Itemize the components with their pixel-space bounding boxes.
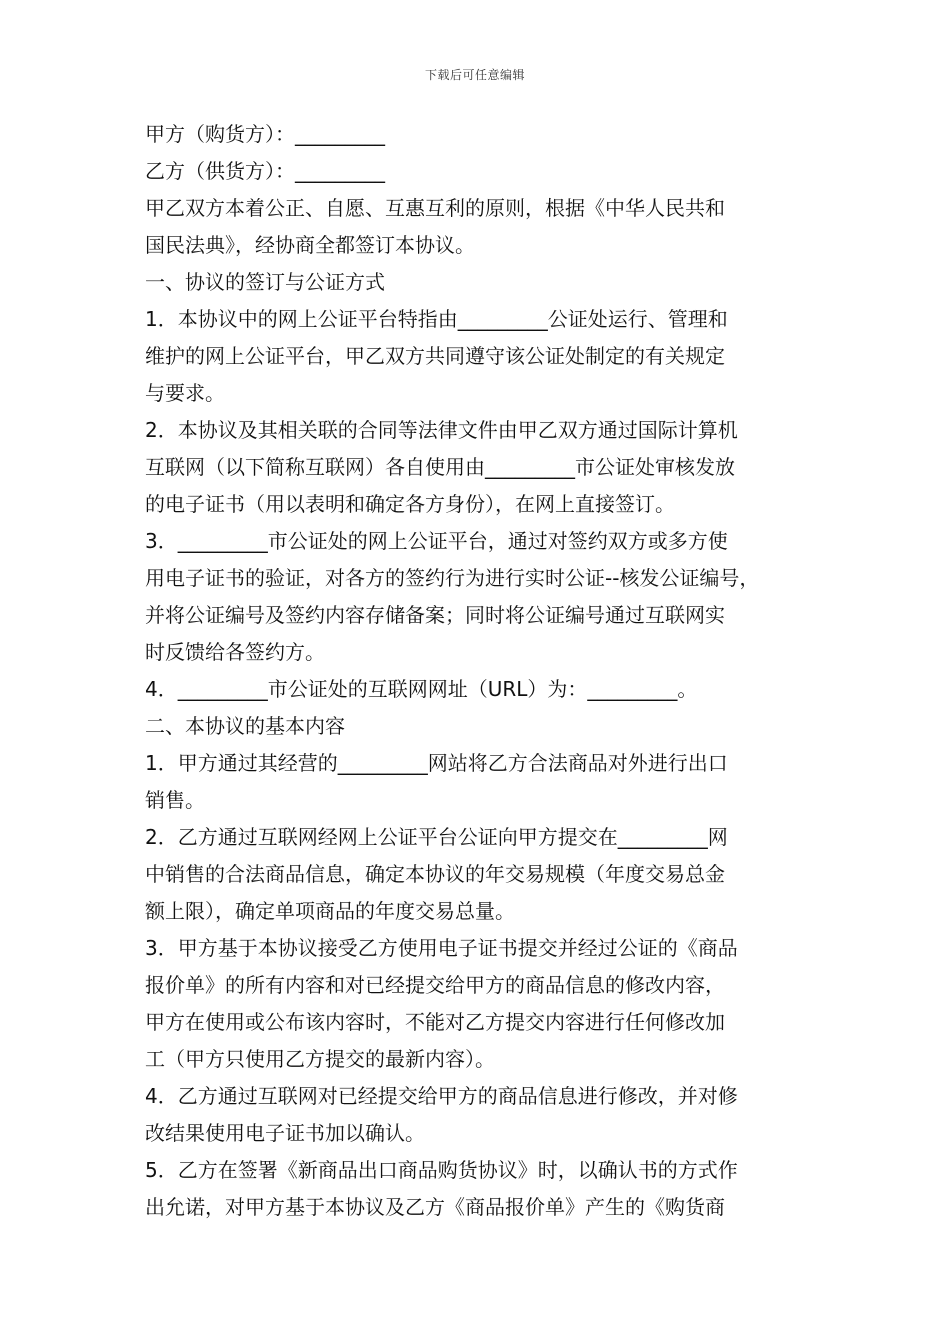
text-line: 1．甲方通过其经营的_________网站将乙方合法商品对外进行出口 [145, 751, 728, 775]
text-line: 报价单》的所有内容和对已经提交给甲方的商品信息的修改内容， [145, 973, 725, 997]
text-line: 的电子证书（用以表明和确定各方身份），在网上直接签订。 [145, 492, 675, 516]
text-line: 时反馈给各签约方。 [145, 640, 325, 664]
text-line: 并将公证编号及签约内容存储备案；同时将公证编号通过互联网实 [145, 603, 725, 627]
text-line: 2．本协议及其相关联的合同等法律文件由甲乙双方通过国际计算机 [145, 418, 738, 442]
text-line: 1．本协议中的网上公证平台特指由_________公证处运行、管理和 [145, 307, 728, 331]
text-line: 乙方（供货方）：_________ [145, 159, 385, 183]
text-line: 额上限），确定单项商品的年度交易总量。 [145, 899, 515, 923]
text-line: 5．乙方在签署《新商品出口商品购货协议》时，以确认书的方式作 [145, 1158, 738, 1182]
section-heading: 二、本协议的基本内容 [145, 714, 345, 738]
text-line: 3．甲方基于本协议接受乙方使用电子证书提交并经过公证的《商品 [145, 936, 738, 960]
text-line: 维护的网上公证平台，甲乙双方共同遵守该公证处制定的有关规定 [145, 344, 725, 368]
text-line: 改结果使用电子证书加以确认。 [145, 1121, 425, 1145]
text-line: 工（甲方只使用乙方提交的最新内容）。 [145, 1047, 495, 1071]
text-line: 销售。 [145, 788, 205, 812]
text-line: 与要求。 [145, 381, 225, 405]
text-line: 甲乙双方本着公正、自愿、互惠互利的原则，根据《中华人民共和 [145, 196, 725, 220]
section-heading: 一、协议的签订与公证方式 [145, 270, 385, 294]
text-line: 中销售的合法商品信息，确定本协议的年交易规模（年度交易总金 [145, 862, 725, 886]
text-line: 用电子证书的验证，对各方的签约行为进行实时公证--核发公证编号， [145, 566, 760, 590]
text-line: 2．乙方通过互联网经网上公证平台公证向甲方提交在_________网 [145, 825, 728, 849]
page-header: 下载后可任意编辑 [424, 68, 525, 82]
text-line: 国民法典》，经协商全都签订本协议。 [145, 233, 475, 257]
text-line: 甲方（购货方）：_________ [145, 122, 385, 146]
text-line: 甲方在使用或公布该内容时，不能对乙方提交内容进行任何修改加 [145, 1010, 725, 1034]
document-body [145, 116, 813, 1226]
text-line: 互联网（以下简称互联网）各自使用由_________市公证处审核发放 [145, 455, 735, 479]
text-line: 4．乙方通过互联网对已经提交给甲方的商品信息进行修改，并对修 [145, 1084, 738, 1108]
text-line: 3．_________市公证处的网上公证平台，通过对签约双方或多方使 [145, 529, 728, 553]
text-line: 出允诺，对甲方基于本协议及乙方《商品报价单》产生的《购货商 [145, 1195, 725, 1219]
text-line: 4．_________市公证处的互联网网址（URL）为：_________。 [145, 677, 698, 701]
